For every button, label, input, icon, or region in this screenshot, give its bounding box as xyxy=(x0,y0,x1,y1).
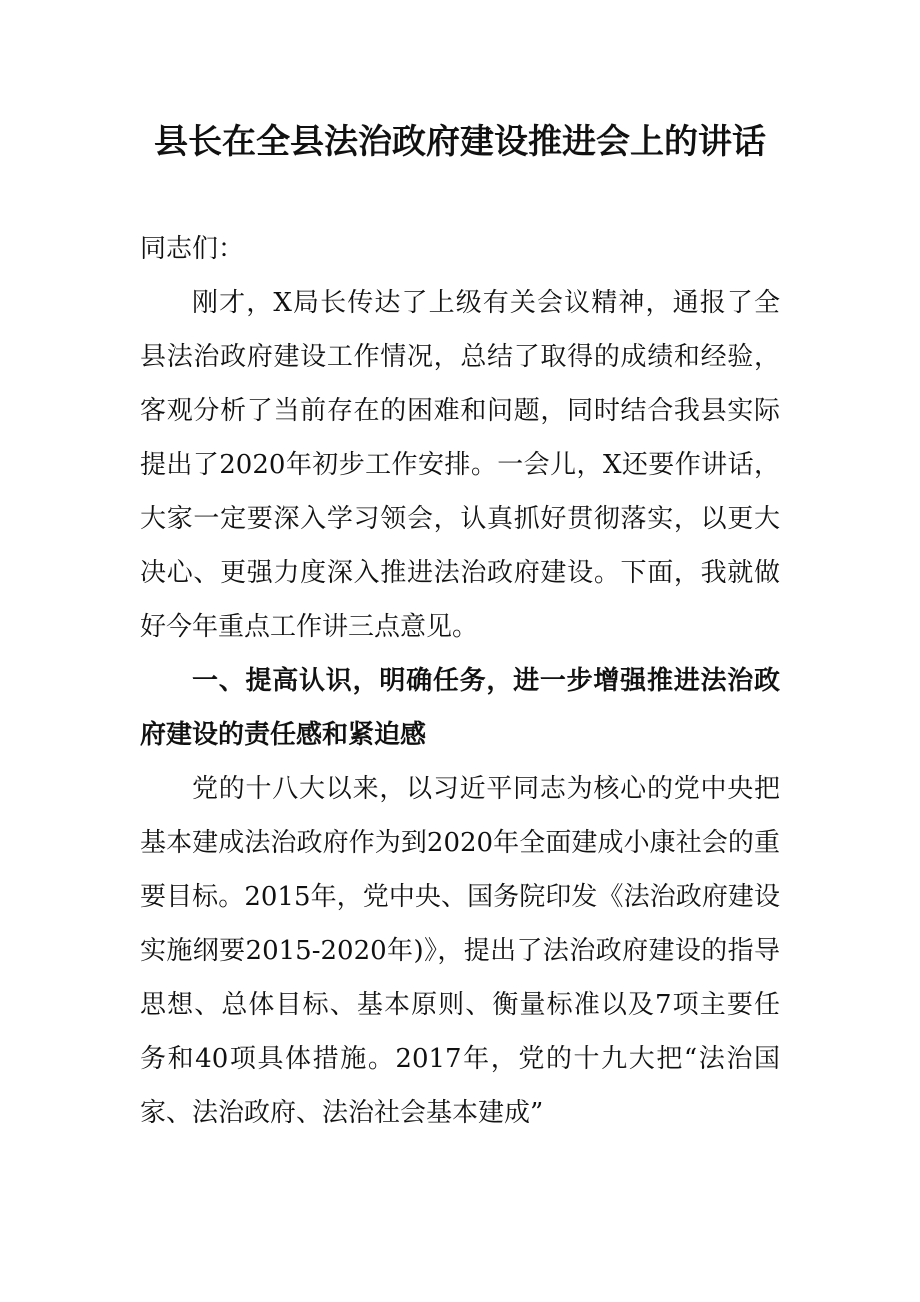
document-title: 县长在全县法治政府建设推进会上的讲话 xyxy=(154,122,766,162)
paragraph-background: 党的十八大以来，以习近平同志为核心的党中央把基本建成法治政府作为到2020年全面建成小康社会的重要目标。2015年，党中央、国务院印发《法治政府建设实施纲要2015-2020年)》，提出了法治政府建设的指导思想、总体目标、基本原则、衡量标准以及7项主要任务和40项具体措施。2017年，党的十九大把“法治国家、法治政府、法治社会基本建成” xyxy=(140,774,780,1128)
paragraph-intro: 刚才，X局长传达了上级有关会议精神，通报了全县法治政府建设工作情况，总结了取得的成绩和经验，客观分析了当前存在的困难和问题，同时结合我县实际提出了2020年初步工作安排。一会儿，X还要作讲话，大家一定要深入学习领会，认真抓好贯彻落实，以更大决心、更强力度深入推进法治政府建设。下面，我就做好今年重点工作讲三点意见。 xyxy=(140,288,780,642)
section-heading-1: 一、提高认识，明确任务，进一步增强推进法治政府建设的责任感和紧迫感 xyxy=(140,666,780,750)
salutation: 同志们： xyxy=(140,234,245,264)
